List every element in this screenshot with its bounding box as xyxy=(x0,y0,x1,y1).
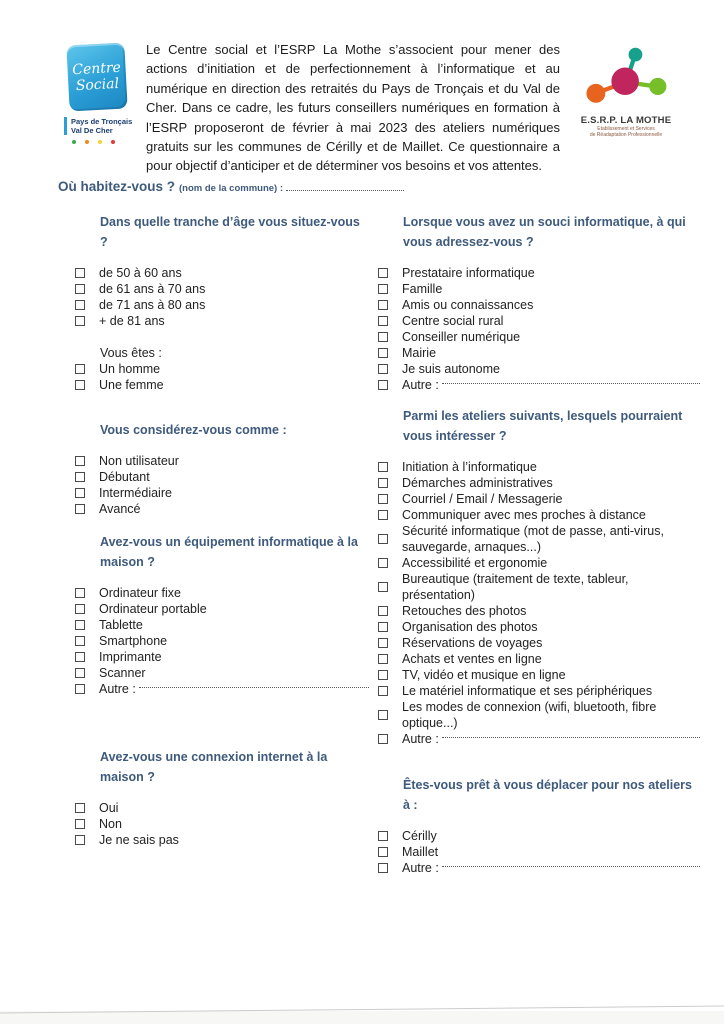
checkbox-row xyxy=(75,281,371,297)
checkbox-row xyxy=(75,649,371,665)
molecule-icon xyxy=(583,46,669,108)
checkbox-row xyxy=(75,617,371,633)
color-dot xyxy=(72,140,76,144)
centre-social-logo-line1: Centre xyxy=(71,59,122,79)
option-label: TV, vidéo et musique en ligne xyxy=(402,668,566,682)
checkbox[interactable] xyxy=(378,847,388,857)
checkbox[interactable] xyxy=(75,488,85,498)
checkbox-row xyxy=(378,651,702,667)
section-heading: Vous considérez-vous comme : xyxy=(100,423,287,437)
checkbox[interactable] xyxy=(75,504,85,514)
checkbox-row xyxy=(378,860,702,876)
option-label: Tablette xyxy=(99,618,143,632)
checkbox[interactable] xyxy=(75,652,85,662)
option-label: Communiquer avec mes proches à distance xyxy=(402,508,646,522)
blue-bar xyxy=(64,117,67,135)
checkbox-row xyxy=(378,297,702,313)
checkbox[interactable] xyxy=(75,364,85,374)
color-dot xyxy=(111,140,115,144)
checkbox[interactable] xyxy=(378,710,388,720)
checkbox[interactable] xyxy=(75,380,85,390)
checkbox-row xyxy=(378,571,702,603)
option-label: Conseiller numérique xyxy=(402,330,521,344)
section-heading: Dans quelle tranche d’âge vous situez-vous ? xyxy=(100,215,360,249)
option-label: Centre social rural xyxy=(402,314,504,328)
checkbox-row xyxy=(75,665,371,681)
checkbox-row xyxy=(378,475,702,491)
territory-line2: Val De Cher xyxy=(71,126,113,135)
checkbox[interactable] xyxy=(75,620,85,630)
checkbox[interactable] xyxy=(378,831,388,841)
option-label: Bureautique (traitement de texte, tableur, présentation) xyxy=(402,572,629,602)
option-label: Réservations de voyages xyxy=(402,636,543,650)
commune-answer-line[interactable] xyxy=(286,190,404,191)
checkbox[interactable] xyxy=(75,604,85,614)
checkbox-row xyxy=(378,844,702,860)
commune-question-line xyxy=(58,179,406,194)
option-label: Intermédiaire xyxy=(99,486,172,500)
checkbox-row xyxy=(75,832,371,848)
left-column xyxy=(75,205,371,848)
checkbox[interactable] xyxy=(378,622,388,632)
checkbox-row xyxy=(75,601,371,617)
scan-footer-shade xyxy=(0,1011,724,1024)
commune-hint: (nom de la commune) : xyxy=(179,183,283,194)
option-label: Famille xyxy=(402,282,443,296)
question-section xyxy=(75,420,371,517)
dotted-answer-line[interactable] xyxy=(442,866,700,867)
esrp-subtitle-line1: Etablissement et Services xyxy=(597,126,655,132)
checkbox-row xyxy=(378,667,702,683)
checkbox-row xyxy=(75,633,371,649)
checkbox[interactable] xyxy=(378,462,388,472)
checkbox[interactable] xyxy=(75,803,85,813)
option-label: Initiation à l’informatique xyxy=(402,460,537,474)
checkbox-row xyxy=(378,377,702,393)
dotted-answer-line[interactable] xyxy=(442,737,700,738)
checkbox[interactable] xyxy=(75,819,85,829)
option-label: Un homme xyxy=(99,362,161,376)
esrp-logo xyxy=(576,46,676,138)
checkbox-row xyxy=(75,681,371,697)
option-label: Imprimante xyxy=(99,650,162,664)
option-label: Avancé xyxy=(99,502,141,516)
option-label: Autre : xyxy=(99,682,136,696)
option-label: Autre : xyxy=(402,732,439,746)
option-label: Les modes de connexion (wifi, bluetooth, fibre optique...) xyxy=(402,700,657,730)
checkbox-row xyxy=(378,603,702,619)
checkbox-row xyxy=(75,485,371,501)
checkbox-row xyxy=(75,265,371,281)
checkbox-row xyxy=(378,265,702,281)
checkbox-row xyxy=(378,313,702,329)
question-section xyxy=(378,775,702,876)
checkbox[interactable] xyxy=(75,300,85,310)
option-label: de 61 ans à 70 ans xyxy=(99,282,206,296)
option-label: Oui xyxy=(99,801,119,815)
option-label: Retouches des photos xyxy=(402,604,527,618)
option-label: Organisation des photos xyxy=(402,620,538,634)
checkbox[interactable] xyxy=(378,670,388,680)
color-dots xyxy=(72,140,142,144)
checkbox[interactable] xyxy=(378,494,388,504)
checkbox-row xyxy=(378,619,702,635)
section-heading: Avez-vous une connexion internet à la maison ? xyxy=(100,750,328,784)
checkbox-row xyxy=(378,491,702,507)
checkbox[interactable] xyxy=(75,668,85,678)
checkbox-row xyxy=(378,361,702,377)
checkbox[interactable] xyxy=(75,472,85,482)
checkbox[interactable] xyxy=(378,364,388,374)
checkbox-row xyxy=(378,459,702,475)
checkbox[interactable] xyxy=(75,684,85,694)
checkbox[interactable] xyxy=(378,582,388,592)
territory-line1: Pays de Tronçais xyxy=(71,117,133,126)
option-label: Mairie xyxy=(402,346,437,360)
checkbox-row xyxy=(378,523,702,555)
question-section xyxy=(75,345,371,393)
checkbox-row xyxy=(378,555,702,571)
centre-social-logo xyxy=(64,44,142,144)
checkbox-row xyxy=(378,507,702,523)
option-label: de 50 à 60 ans xyxy=(99,266,182,280)
esrp-name: E.S.R.P. LA MOTHE xyxy=(580,115,672,126)
question-section xyxy=(378,212,702,393)
option-label: Accessibilité et ergonomie xyxy=(402,556,548,570)
checkbox[interactable] xyxy=(75,284,85,294)
checkbox-row xyxy=(378,683,702,699)
option-label: Prestataire informatique xyxy=(402,266,535,280)
option-label: Débutant xyxy=(99,470,150,484)
question-section xyxy=(378,406,702,747)
option-label: Démarches administratives xyxy=(402,476,553,490)
option-label: Une femme xyxy=(99,378,164,392)
checkbox-row xyxy=(378,828,702,844)
question-section xyxy=(75,532,371,697)
option-label: Autre : xyxy=(402,861,439,875)
centre-social-cube xyxy=(66,43,127,112)
checkbox[interactable] xyxy=(378,606,388,616)
checkbox-row xyxy=(75,816,371,832)
option-label: Amis ou connaissances xyxy=(402,298,534,312)
checkbox[interactable] xyxy=(378,686,388,696)
checkbox-row xyxy=(75,377,371,393)
checkbox[interactable] xyxy=(378,558,388,568)
checkbox[interactable] xyxy=(378,534,388,544)
option-label: Scanner xyxy=(99,666,146,680)
checkbox-row xyxy=(75,469,371,485)
checkbox-row xyxy=(75,297,371,313)
option-label: Smartphone xyxy=(99,634,168,648)
option-label: + de 81 ans xyxy=(99,314,165,328)
checkbox-row xyxy=(378,635,702,651)
color-dot xyxy=(98,140,102,144)
question-section xyxy=(75,212,371,329)
esrp-subtitle-line2: de Réadaptation Professionnelle xyxy=(589,132,663,138)
option-label: Le matériel informatique et ses périphériques xyxy=(402,684,653,698)
checkbox[interactable] xyxy=(75,316,85,326)
checkbox[interactable] xyxy=(378,268,388,278)
option-label: de 71 ans à 80 ans xyxy=(99,298,206,312)
option-label: Je suis autonome xyxy=(402,362,500,376)
dotted-answer-line[interactable] xyxy=(442,383,700,384)
question-section xyxy=(75,747,371,848)
option-label: Maillet xyxy=(402,845,439,859)
checkbox-row xyxy=(75,313,371,329)
checkbox[interactable] xyxy=(378,300,388,310)
color-dot xyxy=(85,140,89,144)
option-label: Ordinateur fixe xyxy=(99,586,181,600)
checkbox[interactable] xyxy=(378,348,388,358)
option-label: Cérilly xyxy=(402,829,437,843)
checkbox[interactable] xyxy=(378,654,388,664)
checkbox-row xyxy=(75,501,371,517)
option-label: Sécurité informatique (mot de passe, anti-virus, sauvegarde, arnaques...) xyxy=(402,524,664,554)
checkbox[interactable] xyxy=(378,863,388,873)
option-label: Non utilisateur xyxy=(99,454,179,468)
option-label: Ordinateur portable xyxy=(99,602,207,616)
checkbox[interactable] xyxy=(378,380,388,390)
centre-social-subtitle xyxy=(64,117,142,135)
checkbox[interactable] xyxy=(378,316,388,326)
commune-question: Où habitez-vous ? xyxy=(58,179,176,194)
checkbox[interactable] xyxy=(378,478,388,488)
checkbox-row xyxy=(378,329,702,345)
checkbox[interactable] xyxy=(378,284,388,294)
section-subheading: Vous êtes : xyxy=(100,346,162,360)
option-label: Je ne sais pas xyxy=(99,833,179,847)
intro-paragraph: Le Centre social et l’ESRP La Mothe s’associent pour mener des actions d’initiation et de perfectionnement à l’informatique et au numérique en direction des retraités du Pays de Tronçais et du Val de Cher. Dans ce cadre, les futurs conseillers numériques en formation à l’ESRP proposeront de février à mai 2023 des ateliers numériques gratuits sur les communes de Cérilly et de Maillet. Ce questionnaire a pour objectif d’anticiper et de déterminer vos besoins et vos attentes. xyxy=(146,42,560,174)
centre-social-logo-line2: Social xyxy=(75,75,120,95)
right-column xyxy=(378,205,702,876)
checkbox-row xyxy=(75,361,371,377)
checkbox[interactable] xyxy=(75,835,85,845)
dotted-answer-line[interactable] xyxy=(139,687,369,688)
checkbox[interactable] xyxy=(378,510,388,520)
checkbox-row xyxy=(378,345,702,361)
checkbox-row xyxy=(75,800,371,816)
checkbox[interactable] xyxy=(75,636,85,646)
section-heading: Êtes-vous prêt à vous déplacer pour nos ateliers à : xyxy=(403,778,692,812)
checkbox[interactable] xyxy=(75,588,85,598)
checkbox[interactable] xyxy=(75,456,85,466)
checkbox-row xyxy=(378,731,702,747)
option-label: Achats et ventes en ligne xyxy=(402,652,542,666)
checkbox[interactable] xyxy=(378,638,388,648)
option-label: Non xyxy=(99,817,122,831)
checkbox-row xyxy=(75,453,371,469)
checkbox-row xyxy=(378,281,702,297)
checkbox-row xyxy=(75,585,371,601)
checkbox[interactable] xyxy=(378,734,388,744)
checkbox[interactable] xyxy=(75,268,85,278)
option-label: Courriel / Email / Messagerie xyxy=(402,492,563,506)
section-heading: Avez-vous un équipement informatique à la maison ? xyxy=(100,535,358,569)
option-label: Autre : xyxy=(402,378,439,392)
checkbox-row xyxy=(378,699,702,731)
section-heading: Lorsque vous avez un souci informatique, à qui vous adressez-vous ? xyxy=(403,215,686,249)
section-heading: Parmi les ateliers suivants, lesquels pourraient vous intéresser ? xyxy=(403,409,683,443)
checkbox[interactable] xyxy=(378,332,388,342)
